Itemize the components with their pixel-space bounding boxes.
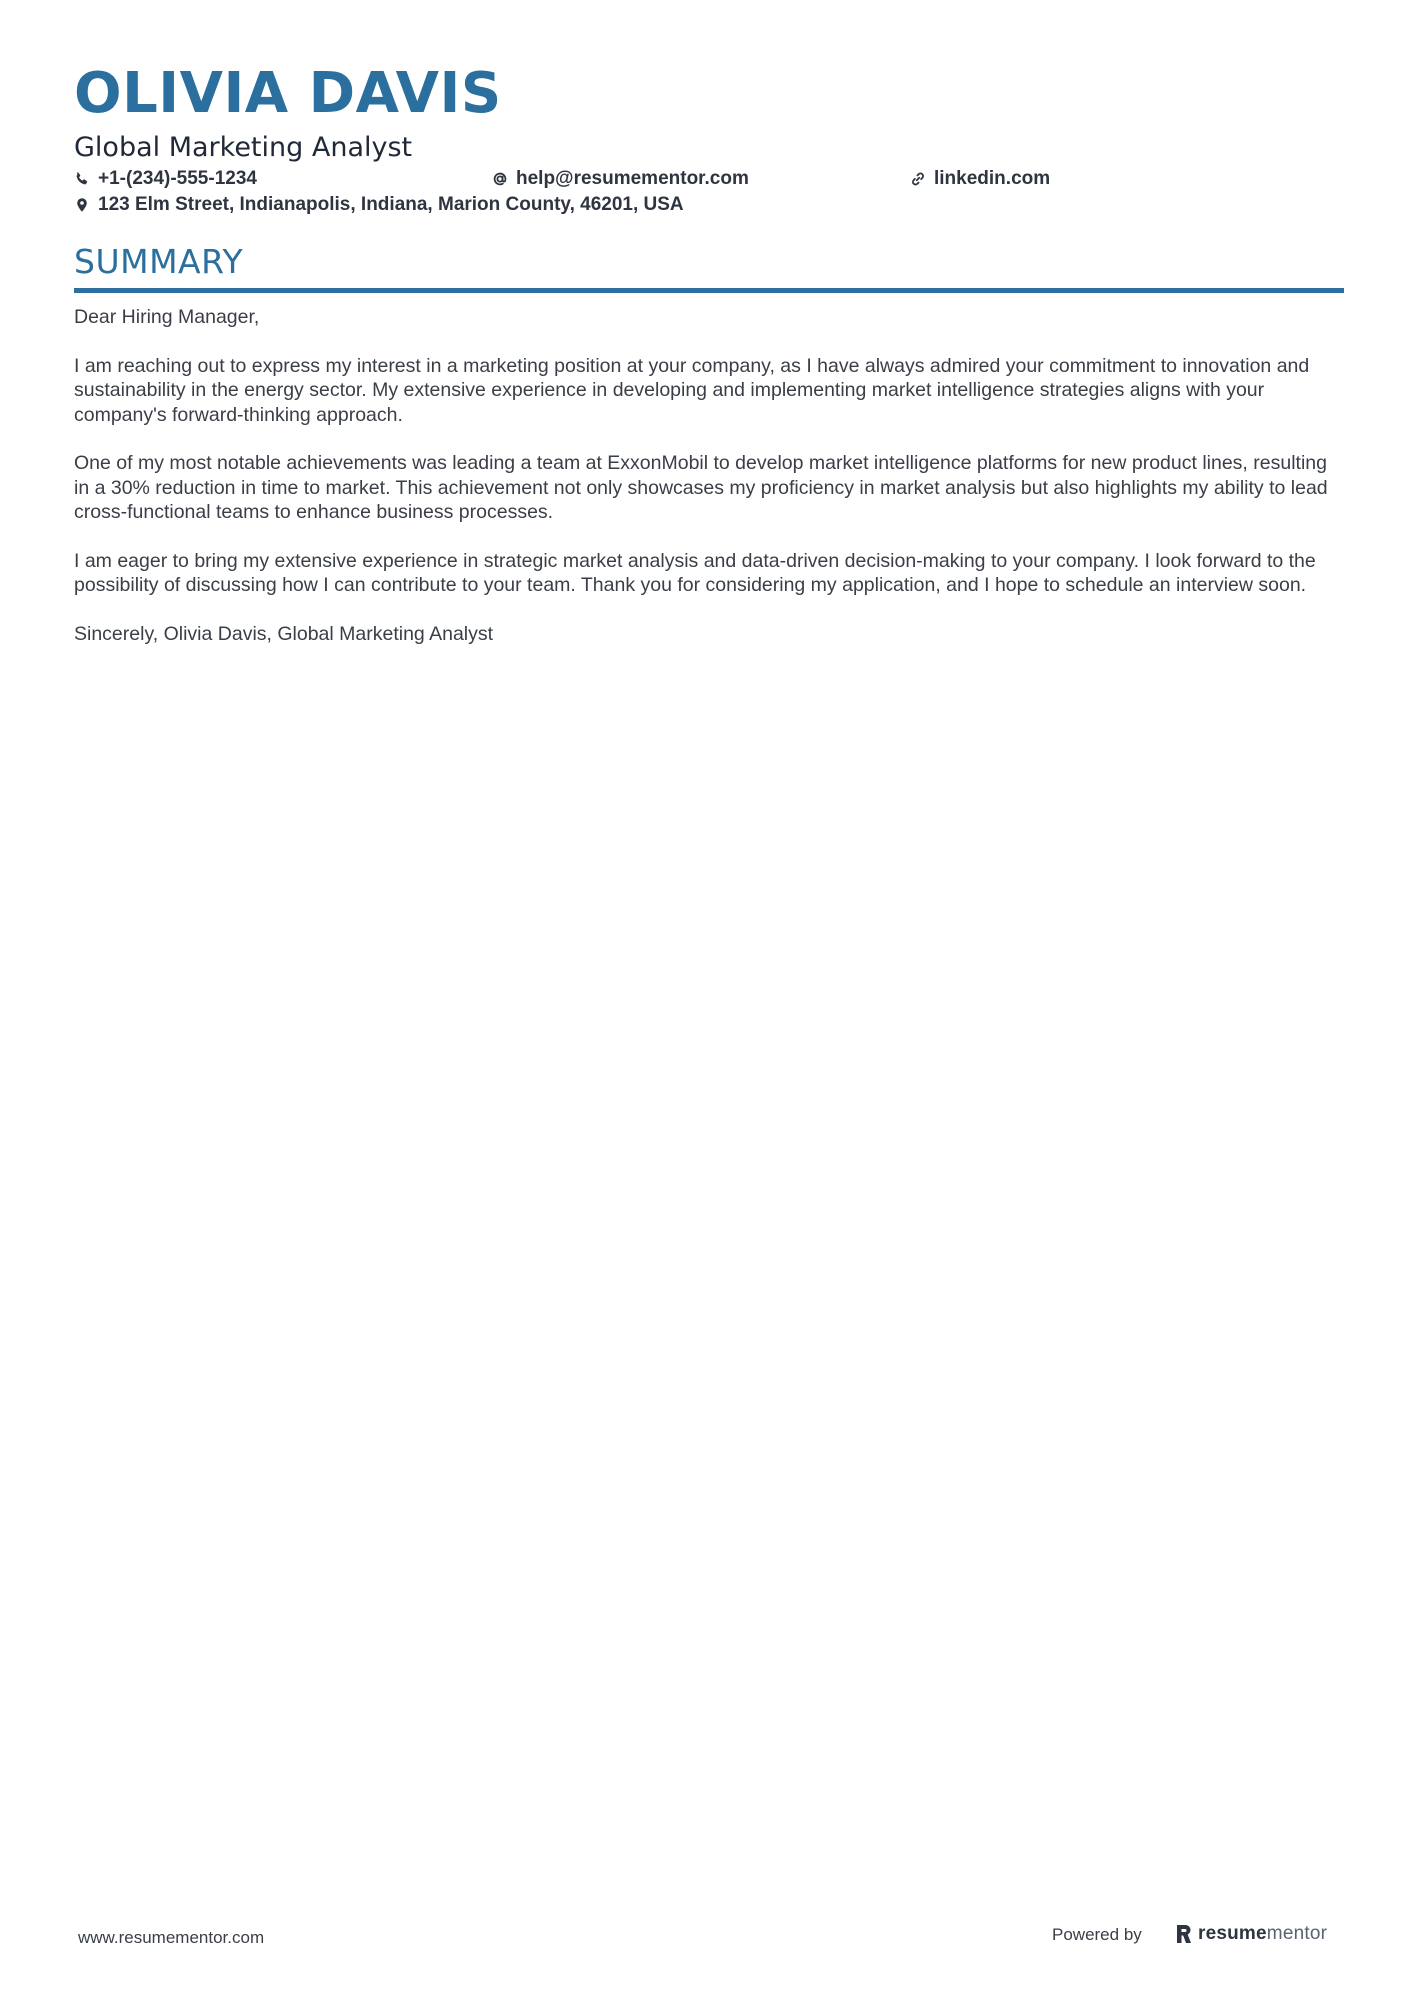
location-pin-icon [74, 197, 90, 213]
section-heading: SUMMARY [74, 242, 244, 281]
email-text[interactable]: help@resumementor.com [516, 168, 749, 189]
candidate-name: OLIVIA DAVIS [74, 61, 502, 126]
contact-email[interactable] [492, 166, 749, 192]
header [74, 58, 1344, 218]
contact-row [74, 166, 1344, 192]
paragraph-1: I am reaching out to express my interest in a marketing position at your company, as I have always admired your commitment to innovation and sustainability in the energy sector. My extensive experience in developing and implementing market intelligence strategies aligns with your company's forward-thinking approach. [74, 354, 1310, 426]
brand-logo [1174, 1920, 1327, 1948]
address-row [74, 192, 1344, 218]
link-icon [910, 171, 926, 187]
phone-icon [74, 171, 90, 187]
contact-link[interactable] [910, 166, 1050, 192]
brand-name-bold: resume [1198, 1923, 1267, 1944]
paragraph-2: One of my most notable achievements was leading a team at ExxonMobil to develop market intelligence platforms for new product lines, resulting in a 30% reduction in time to market. This achievement not only showcases my proficiency in market analysis but also highlights my ability to lead cross-functional teams to enhance business processes. [74, 452, 1328, 523]
brand-name [1198, 1923, 1327, 1945]
job-title: Global Marketing Analyst [74, 132, 413, 163]
closing: Sincerely, Olivia Davis, Global Marketing Analyst [74, 622, 494, 645]
section-divider [74, 288, 1344, 293]
summary-section [74, 240, 1344, 670]
paragraph-3: I am eager to bring my extensive experience in strategic market analysis and data-driven decision-making to your company. I look forward to the possibility of discussing how I can contribute to your team. Thank you for considering my application, and I hope to schedule an interview soon. [74, 549, 1316, 596]
powered-by-label: Powered by [1052, 1925, 1142, 1944]
resumementor-logo-icon [1174, 1923, 1194, 1945]
contact-phone [74, 166, 257, 192]
address-text: 123 Elm Street, Indianapolis, Indiana, Marion County, 46201, USA [98, 194, 684, 215]
footer-url[interactable]: www.resumementor.com [78, 1928, 265, 1947]
greeting: Dear Hiring Manager, [74, 306, 260, 328]
phone-text: +1-(234)-555-1234 [98, 168, 257, 189]
link-text[interactable]: linkedin.com [934, 168, 1051, 189]
letter-body [74, 305, 1344, 646]
at-icon [492, 171, 508, 187]
contact-address [74, 192, 684, 218]
brand-name-light: mentor [1266, 1923, 1328, 1944]
